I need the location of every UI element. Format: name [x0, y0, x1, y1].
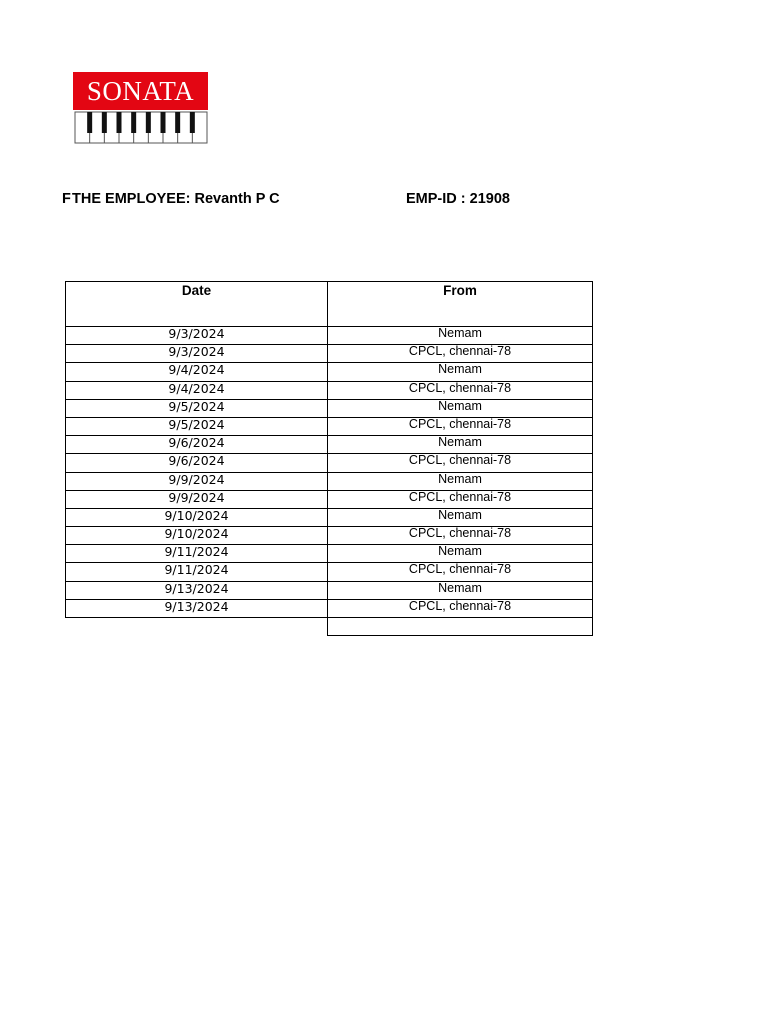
- from-cell: Nemam: [328, 545, 593, 563]
- piano-key-base: [75, 112, 207, 143]
- piano-black-key: [175, 112, 180, 133]
- table-row: [66, 472, 593, 490]
- table-row: [66, 527, 593, 545]
- date-cell: 9/6/2024: [66, 436, 328, 454]
- piano-black-key: [87, 112, 92, 133]
- from-cell: CPCL, chennai-78: [328, 381, 593, 399]
- date-cell: 9/11/2024: [66, 545, 328, 563]
- empty-trailing-row: [66, 618, 593, 636]
- table-row: [66, 345, 593, 363]
- table-row: [66, 563, 593, 581]
- table-row: [66, 381, 593, 399]
- from-cell: CPCL, chennai-78: [328, 599, 593, 617]
- travel-log-table: [65, 281, 593, 636]
- from-cell: CPCL, chennai-78: [328, 563, 593, 581]
- piano-black-key: [190, 112, 195, 133]
- table-row: [66, 454, 593, 472]
- empty-date-cell: [66, 618, 328, 636]
- table-row: [66, 417, 593, 435]
- from-cell: Nemam: [328, 472, 593, 490]
- table-row: [66, 490, 593, 508]
- from-cell: Nemam: [328, 436, 593, 454]
- from-cell: CPCL, chennai-78: [328, 527, 593, 545]
- table-row: [66, 399, 593, 417]
- date-cell: 9/11/2024: [66, 563, 328, 581]
- employee-name-line: [62, 191, 322, 207]
- date-cell: 9/3/2024: [66, 327, 328, 345]
- table-body: [66, 327, 593, 636]
- table-row: [66, 581, 593, 599]
- table-row: [66, 327, 593, 345]
- date-cell: 9/5/2024: [66, 417, 328, 435]
- table-row: [66, 545, 593, 563]
- from-cell: Nemam: [328, 399, 593, 417]
- date-cell: 9/10/2024: [66, 527, 328, 545]
- date-cell: 9/5/2024: [66, 399, 328, 417]
- from-cell: CPCL, chennai-78: [328, 345, 593, 363]
- date-cell: 9/3/2024: [66, 345, 328, 363]
- table-row: [66, 436, 593, 454]
- from-cell: Nemam: [328, 363, 593, 381]
- table-row: [66, 508, 593, 526]
- empty-from-cell: [328, 618, 593, 636]
- piano-black-key: [146, 112, 151, 133]
- sonata-logo: [73, 72, 208, 144]
- piano-keys-icon: [75, 112, 207, 143]
- from-cell: Nemam: [328, 508, 593, 526]
- logo-banner: [73, 72, 208, 110]
- employee-id: EMP-ID : 21908: [406, 191, 510, 207]
- date-cell: 9/4/2024: [66, 363, 328, 381]
- column-header-date: Date: [66, 282, 328, 327]
- date-cell: 9/13/2024: [66, 581, 328, 599]
- piano-black-key: [161, 112, 166, 133]
- date-cell: 9/9/2024: [66, 472, 328, 490]
- date-cell: 9/6/2024: [66, 454, 328, 472]
- from-cell: CPCL, chennai-78: [328, 454, 593, 472]
- piano-black-key: [131, 112, 136, 133]
- date-cell: 9/9/2024: [66, 490, 328, 508]
- date-cell: 9/4/2024: [66, 381, 328, 399]
- table-row: [66, 363, 593, 381]
- date-cell: 9/13/2024: [66, 599, 328, 617]
- employee-name: THE EMPLOYEE: Revanth P C: [72, 191, 280, 207]
- from-cell: CPCL, chennai-78: [328, 490, 593, 508]
- table-header-row: [66, 282, 593, 327]
- piano-black-key: [102, 112, 107, 133]
- from-cell: Nemam: [328, 581, 593, 599]
- table-row: [66, 599, 593, 617]
- from-cell: CPCL, chennai-78: [328, 417, 593, 435]
- clipped-prefix: F: [62, 191, 71, 207]
- from-cell: Nemam: [328, 327, 593, 345]
- date-cell: 9/10/2024: [66, 508, 328, 526]
- piano-black-key: [117, 112, 122, 133]
- logo-text: SONATA: [86, 76, 195, 106]
- column-header-from: From: [328, 282, 593, 327]
